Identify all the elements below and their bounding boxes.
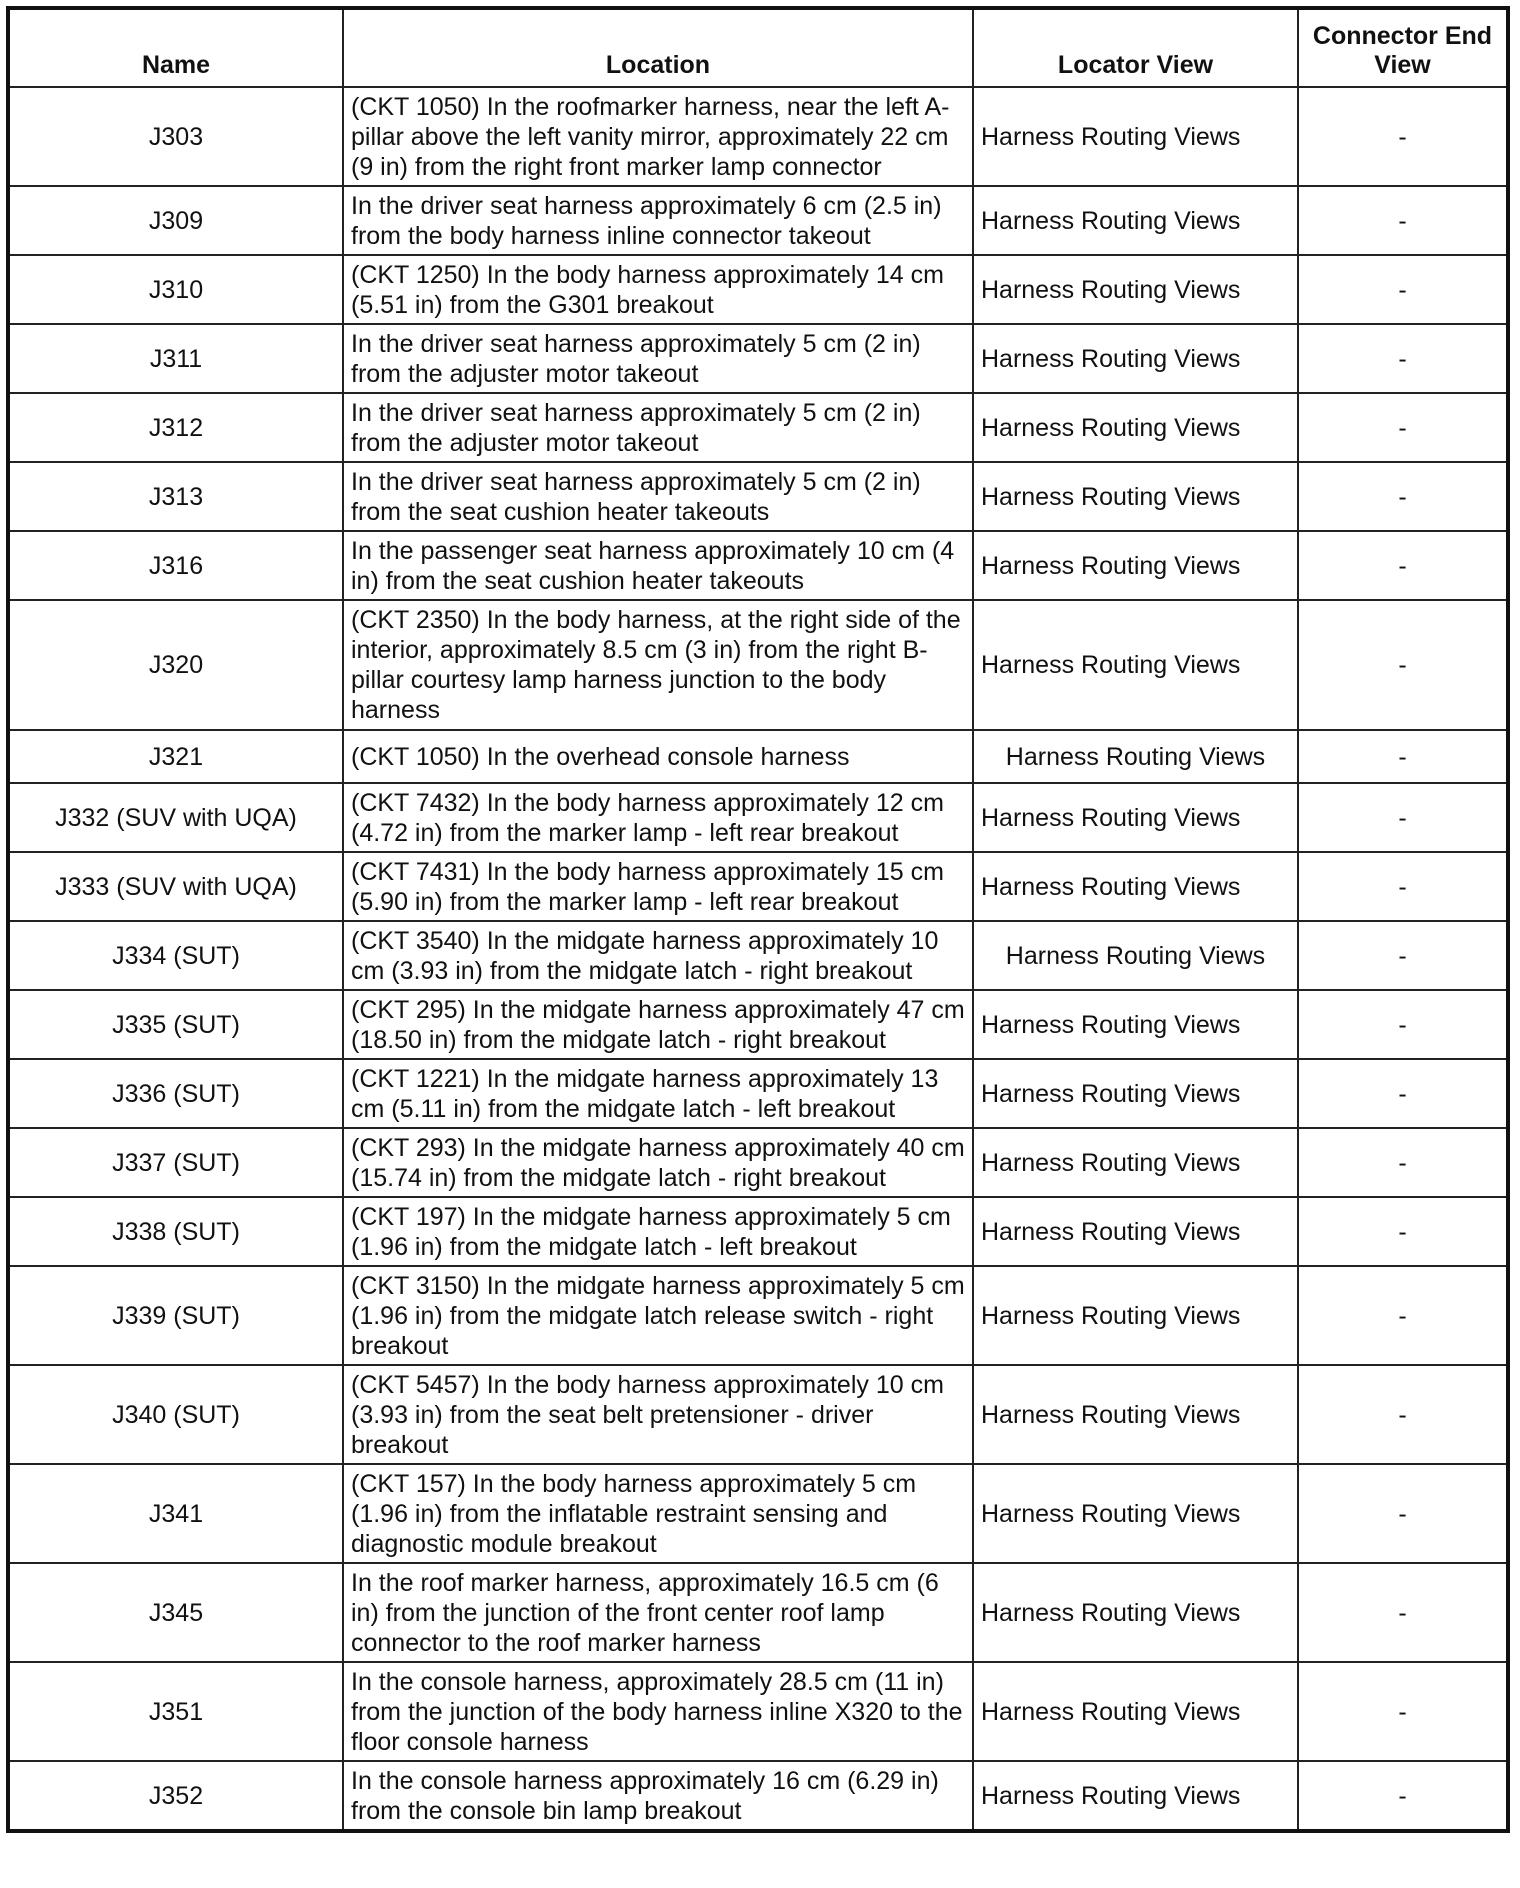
cell-name: J332 (SUV with UQA) <box>8 783 343 852</box>
cell-connector-end-view: - <box>1298 324 1508 393</box>
cell-name: J316 <box>8 531 343 600</box>
cell-location: (CKT 7431) In the body harness approximately 15 cm (5.90 in) from the marker lamp - left rear breakout <box>343 852 973 921</box>
cell-connector-end-view: - <box>1298 852 1508 921</box>
cell-name: J311 <box>8 324 343 393</box>
cell-connector-end-view: - <box>1298 531 1508 600</box>
table-row <box>8 990 1508 1059</box>
header-name: Name <box>8 8 343 87</box>
cell-locator-view: Harness Routing Views <box>973 1563 1298 1662</box>
cell-locator-view: Harness Routing Views <box>973 921 1298 990</box>
cell-connector-end-view: - <box>1298 393 1508 462</box>
cell-connector-end-view: - <box>1298 783 1508 852</box>
cell-connector-end-view: - <box>1298 1266 1508 1365</box>
cell-location: In the driver seat harness approximately 5 cm (2 in) from the adjuster motor takeout <box>343 324 973 393</box>
table-row <box>8 87 1508 186</box>
cell-connector-end-view: - <box>1298 1059 1508 1128</box>
table-row <box>8 1563 1508 1662</box>
cell-locator-view: Harness Routing Views <box>973 783 1298 852</box>
cell-name: J321 <box>8 730 343 783</box>
cell-connector-end-view: - <box>1298 1464 1508 1563</box>
cell-locator-view: Harness Routing Views <box>973 87 1298 186</box>
cell-locator-view: Harness Routing Views <box>973 1059 1298 1128</box>
table-header-row <box>8 8 1508 87</box>
cell-location: (CKT 3540) In the midgate harness approximately 10 cm (3.93 in) from the midgate latch - right breakout <box>343 921 973 990</box>
cell-locator-view: Harness Routing Views <box>973 1197 1298 1266</box>
cell-name: J309 <box>8 186 343 255</box>
cell-location: (CKT 1050) In the overhead console harness <box>343 730 973 783</box>
table-row <box>8 1128 1508 1197</box>
cell-name: J320 <box>8 600 343 730</box>
cell-locator-view: Harness Routing Views <box>973 1464 1298 1563</box>
cell-name: J345 <box>8 1563 343 1662</box>
cell-location: In the console harness approximately 16 cm (6.29 in) from the console bin lamp breakout <box>343 1761 973 1831</box>
cell-location: In the driver seat harness approximately 5 cm (2 in) from the seat cushion heater takeouts <box>343 462 973 531</box>
cell-name: J336 (SUT) <box>8 1059 343 1128</box>
cell-locator-view: Harness Routing Views <box>973 531 1298 600</box>
cell-connector-end-view: - <box>1298 1365 1508 1464</box>
cell-connector-end-view: - <box>1298 921 1508 990</box>
cell-locator-view: Harness Routing Views <box>973 393 1298 462</box>
table-row <box>8 1662 1508 1761</box>
cell-location: (CKT 3150) In the midgate harness approximately 5 cm (1.96 in) from the midgate latch release switch - right breakout <box>343 1266 973 1365</box>
cell-name: J333 (SUV with UQA) <box>8 852 343 921</box>
cell-locator-view: Harness Routing Views <box>973 462 1298 531</box>
cell-name: J313 <box>8 462 343 531</box>
cell-name: J334 (SUT) <box>8 921 343 990</box>
cell-name: J337 (SUT) <box>8 1128 343 1197</box>
table-row <box>8 783 1508 852</box>
cell-connector-end-view: - <box>1298 600 1508 730</box>
table-row <box>8 462 1508 531</box>
table-row <box>8 730 1508 783</box>
cell-locator-view: Harness Routing Views <box>973 600 1298 730</box>
cell-location: (CKT 157) In the body harness approximately 5 cm (1.96 in) from the inflatable restraint sensing and diagnostic module breakout <box>343 1464 973 1563</box>
table-row <box>8 852 1508 921</box>
document-page <box>6 6 1506 1876</box>
cell-connector-end-view: - <box>1298 462 1508 531</box>
table-row <box>8 1464 1508 1563</box>
cell-name: J310 <box>8 255 343 324</box>
header-locator-view: Locator View <box>973 8 1298 87</box>
cell-locator-view: Harness Routing Views <box>973 730 1298 783</box>
cell-location: (CKT 197) In the midgate harness approximately 5 cm (1.96 in) from the midgate latch - left breakout <box>343 1197 973 1266</box>
cell-location: In the passenger seat harness approximately 10 cm (4 in) from the seat cushion heater takeouts <box>343 531 973 600</box>
cell-locator-view: Harness Routing Views <box>973 324 1298 393</box>
cell-location: In the driver seat harness approximately 5 cm (2 in) from the adjuster motor takeout <box>343 393 973 462</box>
cell-name: J338 (SUT) <box>8 1197 343 1266</box>
cell-connector-end-view: - <box>1298 990 1508 1059</box>
table-row <box>8 921 1508 990</box>
cell-name: J335 (SUT) <box>8 990 343 1059</box>
cell-connector-end-view: - <box>1298 255 1508 324</box>
cell-locator-view: Harness Routing Views <box>973 1761 1298 1831</box>
cell-location: (CKT 5457) In the body harness approximately 10 cm (3.93 in) from the seat belt pretensioner - driver breakout <box>343 1365 973 1464</box>
cell-locator-view: Harness Routing Views <box>973 186 1298 255</box>
table-row <box>8 1761 1508 1831</box>
cell-connector-end-view: - <box>1298 730 1508 783</box>
cell-locator-view: Harness Routing Views <box>973 990 1298 1059</box>
table-row <box>8 324 1508 393</box>
header-connector-end-view <box>1298 8 1508 87</box>
table-row <box>8 186 1508 255</box>
cell-connector-end-view: - <box>1298 1662 1508 1761</box>
cell-locator-view: Harness Routing Views <box>973 1266 1298 1365</box>
header-connector-end-view-line2: View <box>1374 51 1431 79</box>
table-row <box>8 1197 1508 1266</box>
cell-location: (CKT 295) In the midgate harness approximately 47 cm (18.50 in) from the midgate latch - right breakout <box>343 990 973 1059</box>
cell-name: J352 <box>8 1761 343 1831</box>
table-row <box>8 1266 1508 1365</box>
cell-location: (CKT 7432) In the body harness approximately 12 cm (4.72 in) from the marker lamp - left rear breakout <box>343 783 973 852</box>
cell-location: (CKT 1221) In the midgate harness approximately 13 cm (5.11 in) from the midgate latch - left breakout <box>343 1059 973 1128</box>
cell-name: J341 <box>8 1464 343 1563</box>
cell-locator-view: Harness Routing Views <box>973 1365 1298 1464</box>
cell-location: In the console harness, approximately 28.5 cm (11 in) from the junction of the body harness inline X320 to the floor console harness <box>343 1662 973 1761</box>
cell-connector-end-view: - <box>1298 1563 1508 1662</box>
table-row <box>8 1059 1508 1128</box>
cell-location: In the driver seat harness approximately 6 cm (2.5 in) from the body harness inline connector takeout <box>343 186 973 255</box>
cell-name: J312 <box>8 393 343 462</box>
connector-locator-table <box>6 6 1510 1833</box>
cell-location: (CKT 293) In the midgate harness approximately 40 cm (15.74 in) from the midgate latch - right breakout <box>343 1128 973 1197</box>
cell-connector-end-view: - <box>1298 1128 1508 1197</box>
cell-locator-view: Harness Routing Views <box>973 1128 1298 1197</box>
cell-location: In the roof marker harness, approximately 16.5 cm (6 in) from the junction of the front center roof lamp connector to the roof marker harness <box>343 1563 973 1662</box>
cell-locator-view: Harness Routing Views <box>973 852 1298 921</box>
cell-name: J303 <box>8 87 343 186</box>
cell-connector-end-view: - <box>1298 1761 1508 1831</box>
table-row <box>8 531 1508 600</box>
cell-connector-end-view: - <box>1298 87 1508 186</box>
cell-location: (CKT 1050) In the roofmarker harness, near the left A-pillar above the left vanity mirror, approximately 22 cm (9 in) from the right front marker lamp connector <box>343 87 973 186</box>
table-row <box>8 1365 1508 1464</box>
cell-locator-view: Harness Routing Views <box>973 255 1298 324</box>
cell-connector-end-view: - <box>1298 1197 1508 1266</box>
table-row <box>8 393 1508 462</box>
cell-name: J339 (SUT) <box>8 1266 343 1365</box>
header-connector-end-view-line1: Connector End <box>1312 22 1493 50</box>
table-row <box>8 255 1508 324</box>
cell-locator-view: Harness Routing Views <box>973 1662 1298 1761</box>
header-location: Location <box>343 8 973 87</box>
cell-location: (CKT 2350) In the body harness, at the right side of the interior, approximately 8.5 cm (3 in) from the right B-pillar courtesy lamp harness junction to the body harness <box>343 600 973 730</box>
table-row <box>8 600 1508 730</box>
cell-connector-end-view: - <box>1298 186 1508 255</box>
cell-name: J351 <box>8 1662 343 1761</box>
cell-name: J340 (SUT) <box>8 1365 343 1464</box>
cell-location: (CKT 1250) In the body harness approximately 14 cm (5.51 in) from the G301 breakout <box>343 255 973 324</box>
